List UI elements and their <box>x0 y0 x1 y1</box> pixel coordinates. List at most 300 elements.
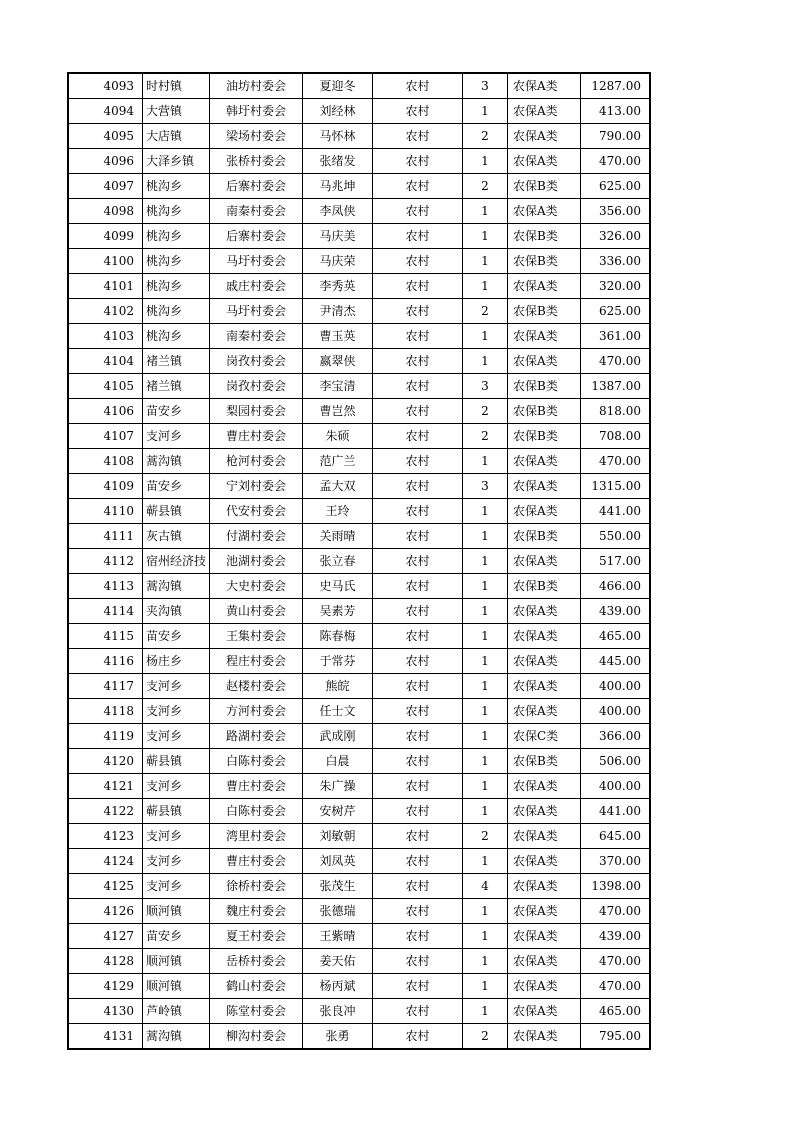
cell-township: 杨庄乡 <box>143 649 210 674</box>
cell-amount: 818.00 <box>581 399 651 424</box>
table-row <box>68 1024 650 1050</box>
table-row <box>68 799 650 824</box>
cell-village-committee: 岳桥村委会 <box>210 949 303 974</box>
table-row <box>68 424 650 449</box>
cell-township: 顺河镇 <box>143 949 210 974</box>
cell-township: 蕲县镇 <box>143 499 210 524</box>
cell-amount: 1315.00 <box>581 474 651 499</box>
cell-township: 芦岭镇 <box>143 999 210 1024</box>
cell-village-committee: 韩圩村委会 <box>210 99 303 124</box>
table-row <box>68 824 650 849</box>
cell-household-type: 农村 <box>373 73 463 99</box>
cell-insurance-category: 农保B类 <box>508 399 581 424</box>
cell-household-type: 农村 <box>373 99 463 124</box>
cell-amount: 470.00 <box>581 349 651 374</box>
cell-insurance-category: 农保B类 <box>508 249 581 274</box>
cell-member-count: 2 <box>463 824 508 849</box>
table-row <box>68 349 650 374</box>
cell-amount: 439.00 <box>581 599 651 624</box>
cell-insurance-category: 农保A类 <box>508 99 581 124</box>
table-row <box>68 699 650 724</box>
cell-household-type: 农村 <box>373 624 463 649</box>
cell-insurance-category: 农保A类 <box>508 699 581 724</box>
cell-village-committee: 王集村委会 <box>210 624 303 649</box>
cell-household-type: 农村 <box>373 674 463 699</box>
cell-insurance-category: 农保A类 <box>508 849 581 874</box>
cell-member-count: 1 <box>463 499 508 524</box>
cell-village-committee: 白陈村委会 <box>210 749 303 774</box>
cell-amount: 645.00 <box>581 824 651 849</box>
cell-person-name: 孟大双 <box>303 474 373 499</box>
cell-member-count: 1 <box>463 324 508 349</box>
cell-village-committee: 宁刘村委会 <box>210 474 303 499</box>
cell-record-id: 4102 <box>68 299 143 324</box>
table-row <box>68 224 650 249</box>
cell-household-type: 农村 <box>373 999 463 1024</box>
cell-person-name: 朱硕 <box>303 424 373 449</box>
cell-township: 蒿沟镇 <box>143 574 210 599</box>
cell-amount: 708.00 <box>581 424 651 449</box>
cell-village-committee: 曹庄村委会 <box>210 774 303 799</box>
cell-village-committee: 徐桥村委会 <box>210 874 303 899</box>
cell-township: 支河乡 <box>143 849 210 874</box>
cell-household-type: 农村 <box>373 799 463 824</box>
cell-township: 蒿沟镇 <box>143 449 210 474</box>
cell-amount: 550.00 <box>581 524 651 549</box>
table-row <box>68 174 650 199</box>
cell-person-name: 马庆美 <box>303 224 373 249</box>
table-row <box>68 899 650 924</box>
cell-record-id: 4129 <box>68 974 143 999</box>
cell-person-name: 熊皖 <box>303 674 373 699</box>
table-row <box>68 849 650 874</box>
cell-township: 苗安乡 <box>143 474 210 499</box>
cell-village-committee: 梁场村委会 <box>210 124 303 149</box>
cell-insurance-category: 农保A类 <box>508 999 581 1024</box>
cell-person-name: 杨丙斌 <box>303 974 373 999</box>
cell-member-count: 1 <box>463 949 508 974</box>
cell-person-name: 张绪发 <box>303 149 373 174</box>
cell-village-committee: 陈堂村委会 <box>210 999 303 1024</box>
cell-record-id: 4130 <box>68 999 143 1024</box>
cell-member-count: 1 <box>463 649 508 674</box>
cell-record-id: 4094 <box>68 99 143 124</box>
cell-insurance-category: 农保B类 <box>508 299 581 324</box>
cell-township: 蕲县镇 <box>143 799 210 824</box>
cell-township: 苗安乡 <box>143 924 210 949</box>
cell-record-id: 4113 <box>68 574 143 599</box>
cell-amount: 441.00 <box>581 799 651 824</box>
table-row <box>68 374 650 399</box>
cell-amount: 470.00 <box>581 149 651 174</box>
cell-record-id: 4127 <box>68 924 143 949</box>
cell-township: 支河乡 <box>143 724 210 749</box>
cell-person-name: 王玲 <box>303 499 373 524</box>
cell-village-committee: 方河村委会 <box>210 699 303 724</box>
cell-household-type: 农村 <box>373 274 463 299</box>
table-row <box>68 574 650 599</box>
cell-township: 支河乡 <box>143 424 210 449</box>
cell-insurance-category: 农保B类 <box>508 374 581 399</box>
cell-person-name: 张良冲 <box>303 999 373 1024</box>
table-row <box>68 73 650 99</box>
cell-record-id: 4115 <box>68 624 143 649</box>
cell-person-name: 朱广操 <box>303 774 373 799</box>
cell-record-id: 4116 <box>68 649 143 674</box>
cell-village-committee: 梨园村委会 <box>210 399 303 424</box>
cell-member-count: 1 <box>463 724 508 749</box>
cell-township: 蕲县镇 <box>143 749 210 774</box>
cell-record-id: 4107 <box>68 424 143 449</box>
cell-person-name: 关雨晴 <box>303 524 373 549</box>
table-row <box>68 474 650 499</box>
cell-record-id: 4100 <box>68 249 143 274</box>
cell-record-id: 4120 <box>68 749 143 774</box>
records-table-body <box>68 73 650 1049</box>
cell-record-id: 4125 <box>68 874 143 899</box>
cell-township: 支河乡 <box>143 824 210 849</box>
cell-insurance-category: 农保A类 <box>508 274 581 299</box>
table-row <box>68 874 650 899</box>
cell-member-count: 3 <box>463 374 508 399</box>
cell-amount: 1387.00 <box>581 374 651 399</box>
cell-person-name: 武成刚 <box>303 724 373 749</box>
cell-member-count: 2 <box>463 399 508 424</box>
cell-township: 苗安乡 <box>143 624 210 649</box>
cell-record-id: 4112 <box>68 549 143 574</box>
cell-village-committee: 岗孜村委会 <box>210 374 303 399</box>
cell-amount: 517.00 <box>581 549 651 574</box>
cell-member-count: 1 <box>463 924 508 949</box>
cell-amount: 625.00 <box>581 174 651 199</box>
table-row <box>68 149 650 174</box>
cell-township: 桃沟乡 <box>143 224 210 249</box>
cell-township: 时村镇 <box>143 73 210 99</box>
cell-household-type: 农村 <box>373 899 463 924</box>
cell-household-type: 农村 <box>373 524 463 549</box>
cell-member-count: 1 <box>463 549 508 574</box>
cell-village-committee: 南秦村委会 <box>210 324 303 349</box>
cell-person-name: 刘凤英 <box>303 849 373 874</box>
cell-township: 宿州经济技 <box>143 549 210 574</box>
cell-household-type: 农村 <box>373 574 463 599</box>
cell-person-name: 尹清杰 <box>303 299 373 324</box>
cell-village-committee: 枪河村委会 <box>210 449 303 474</box>
cell-household-type: 农村 <box>373 599 463 624</box>
cell-person-name: 马怀林 <box>303 124 373 149</box>
cell-record-id: 4099 <box>68 224 143 249</box>
cell-township: 褚兰镇 <box>143 349 210 374</box>
cell-township: 灰古镇 <box>143 524 210 549</box>
cell-amount: 795.00 <box>581 1024 651 1050</box>
cell-record-id: 4108 <box>68 449 143 474</box>
cell-person-name: 姜天佑 <box>303 949 373 974</box>
table-row <box>68 124 650 149</box>
cell-amount: 439.00 <box>581 924 651 949</box>
cell-insurance-category: 农保A类 <box>508 649 581 674</box>
cell-member-count: 1 <box>463 524 508 549</box>
cell-village-committee: 湾里村委会 <box>210 824 303 849</box>
cell-amount: 320.00 <box>581 274 651 299</box>
cell-insurance-category: 农保A类 <box>508 324 581 349</box>
table-row <box>68 249 650 274</box>
cell-record-id: 4093 <box>68 73 143 99</box>
cell-member-count: 1 <box>463 249 508 274</box>
cell-household-type: 农村 <box>373 124 463 149</box>
cell-insurance-category: 农保A类 <box>508 599 581 624</box>
table-row <box>68 924 650 949</box>
cell-household-type: 农村 <box>373 349 463 374</box>
cell-amount: 790.00 <box>581 124 651 149</box>
cell-village-committee: 路湖村委会 <box>210 724 303 749</box>
cell-insurance-category: 农保A类 <box>508 474 581 499</box>
cell-household-type: 农村 <box>373 1024 463 1050</box>
cell-member-count: 1 <box>463 799 508 824</box>
cell-amount: 445.00 <box>581 649 651 674</box>
cell-record-id: 4096 <box>68 149 143 174</box>
cell-household-type: 农村 <box>373 824 463 849</box>
cell-record-id: 4106 <box>68 399 143 424</box>
cell-village-committee: 后寨村委会 <box>210 174 303 199</box>
cell-member-count: 1 <box>463 699 508 724</box>
cell-amount: 366.00 <box>581 724 651 749</box>
cell-person-name: 史马氏 <box>303 574 373 599</box>
cell-village-committee: 魏庄村委会 <box>210 899 303 924</box>
cell-amount: 1287.00 <box>581 73 651 99</box>
cell-insurance-category: 农保A类 <box>508 1024 581 1050</box>
cell-record-id: 4104 <box>68 349 143 374</box>
cell-insurance-category: 农保B类 <box>508 424 581 449</box>
cell-household-type: 农村 <box>373 499 463 524</box>
cell-household-type: 农村 <box>373 649 463 674</box>
cell-township: 桃沟乡 <box>143 174 210 199</box>
cell-person-name: 张德瑞 <box>303 899 373 924</box>
cell-record-id: 4097 <box>68 174 143 199</box>
cell-record-id: 4110 <box>68 499 143 524</box>
cell-record-id: 4098 <box>68 199 143 224</box>
cell-person-name: 夏迎冬 <box>303 73 373 99</box>
cell-record-id: 4095 <box>68 124 143 149</box>
cell-record-id: 4124 <box>68 849 143 874</box>
cell-person-name: 张立春 <box>303 549 373 574</box>
cell-village-committee: 夏王村委会 <box>210 924 303 949</box>
table-row <box>68 949 650 974</box>
table-row <box>68 524 650 549</box>
cell-insurance-category: 农保A类 <box>508 824 581 849</box>
cell-insurance-category: 农保B类 <box>508 224 581 249</box>
cell-amount: 413.00 <box>581 99 651 124</box>
cell-township: 桃沟乡 <box>143 299 210 324</box>
cell-member-count: 1 <box>463 849 508 874</box>
table-row <box>68 774 650 799</box>
cell-household-type: 农村 <box>373 749 463 774</box>
cell-village-committee: 程庄村委会 <box>210 649 303 674</box>
cell-township: 支河乡 <box>143 774 210 799</box>
cell-record-id: 4128 <box>68 949 143 974</box>
cell-person-name: 范广兰 <box>303 449 373 474</box>
cell-amount: 361.00 <box>581 324 651 349</box>
cell-household-type: 农村 <box>373 399 463 424</box>
cell-household-type: 农村 <box>373 149 463 174</box>
cell-member-count: 1 <box>463 674 508 699</box>
cell-insurance-category: 农保B类 <box>508 174 581 199</box>
table-row <box>68 999 650 1024</box>
cell-insurance-category: 农保A类 <box>508 899 581 924</box>
cell-village-committee: 白陈村委会 <box>210 799 303 824</box>
cell-township: 桃沟乡 <box>143 199 210 224</box>
cell-household-type: 农村 <box>373 249 463 274</box>
cell-member-count: 1 <box>463 224 508 249</box>
cell-person-name: 任士文 <box>303 699 373 724</box>
cell-household-type: 农村 <box>373 874 463 899</box>
cell-insurance-category: 农保B类 <box>508 749 581 774</box>
table-row <box>68 724 650 749</box>
cell-amount: 470.00 <box>581 949 651 974</box>
cell-township: 桃沟乡 <box>143 249 210 274</box>
cell-person-name: 马兆坤 <box>303 174 373 199</box>
table-row <box>68 674 650 699</box>
cell-member-count: 1 <box>463 99 508 124</box>
cell-record-id: 4111 <box>68 524 143 549</box>
cell-amount: 326.00 <box>581 224 651 249</box>
cell-village-committee: 后寨村委会 <box>210 224 303 249</box>
cell-village-committee: 大史村委会 <box>210 574 303 599</box>
cell-amount: 400.00 <box>581 774 651 799</box>
cell-amount: 356.00 <box>581 199 651 224</box>
cell-record-id: 4105 <box>68 374 143 399</box>
cell-person-name: 于常芬 <box>303 649 373 674</box>
table-row <box>68 449 650 474</box>
cell-member-count: 3 <box>463 73 508 99</box>
cell-insurance-category: 农保A类 <box>508 874 581 899</box>
cell-person-name: 吴素芳 <box>303 599 373 624</box>
cell-member-count: 1 <box>463 999 508 1024</box>
cell-amount: 400.00 <box>581 699 651 724</box>
cell-amount: 466.00 <box>581 574 651 599</box>
cell-insurance-category: 农保B类 <box>508 524 581 549</box>
cell-person-name: 王紫晴 <box>303 924 373 949</box>
cell-amount: 400.00 <box>581 674 651 699</box>
table-row <box>68 624 650 649</box>
cell-member-count: 1 <box>463 624 508 649</box>
cell-township: 大营镇 <box>143 99 210 124</box>
cell-amount: 465.00 <box>581 624 651 649</box>
cell-village-committee: 戚庄村委会 <box>210 274 303 299</box>
cell-insurance-category: 农保B类 <box>508 574 581 599</box>
cell-household-type: 农村 <box>373 849 463 874</box>
cell-member-count: 1 <box>463 899 508 924</box>
cell-insurance-category: 农保A类 <box>508 974 581 999</box>
cell-member-count: 2 <box>463 299 508 324</box>
cell-person-name: 刘经林 <box>303 99 373 124</box>
cell-amount: 506.00 <box>581 749 651 774</box>
cell-village-committee: 黄山村委会 <box>210 599 303 624</box>
table-row <box>68 549 650 574</box>
cell-record-id: 4118 <box>68 699 143 724</box>
table-row <box>68 99 650 124</box>
cell-member-count: 1 <box>463 199 508 224</box>
cell-household-type: 农村 <box>373 374 463 399</box>
cell-amount: 470.00 <box>581 899 651 924</box>
cell-insurance-category: 农保A类 <box>508 199 581 224</box>
cell-insurance-category: 农保C类 <box>508 724 581 749</box>
cell-village-committee: 张桥村委会 <box>210 149 303 174</box>
cell-insurance-category: 农保A类 <box>508 674 581 699</box>
table-row <box>68 749 650 774</box>
cell-village-committee: 油坊村委会 <box>210 73 303 99</box>
cell-insurance-category: 农保A类 <box>508 149 581 174</box>
cell-member-count: 1 <box>463 574 508 599</box>
cell-household-type: 农村 <box>373 924 463 949</box>
cell-village-committee: 岗孜村委会 <box>210 349 303 374</box>
cell-insurance-category: 农保A类 <box>508 124 581 149</box>
cell-amount: 470.00 <box>581 974 651 999</box>
cell-household-type: 农村 <box>373 724 463 749</box>
cell-insurance-category: 农保A类 <box>508 73 581 99</box>
cell-person-name: 陈春梅 <box>303 624 373 649</box>
cell-insurance-category: 农保A类 <box>508 799 581 824</box>
cell-person-name: 李凤侠 <box>303 199 373 224</box>
cell-household-type: 农村 <box>373 974 463 999</box>
cell-household-type: 农村 <box>373 549 463 574</box>
cell-member-count: 1 <box>463 749 508 774</box>
cell-village-committee: 马圩村委会 <box>210 299 303 324</box>
cell-household-type: 农村 <box>373 324 463 349</box>
cell-insurance-category: 农保A类 <box>508 449 581 474</box>
cell-member-count: 2 <box>463 124 508 149</box>
cell-person-name: 嬴翠侠 <box>303 349 373 374</box>
table-row <box>68 974 650 999</box>
cell-record-id: 4109 <box>68 474 143 499</box>
cell-person-name: 张勇 <box>303 1024 373 1050</box>
cell-member-count: 1 <box>463 449 508 474</box>
cell-household-type: 农村 <box>373 199 463 224</box>
cell-member-count: 3 <box>463 474 508 499</box>
cell-township: 支河乡 <box>143 674 210 699</box>
cell-household-type: 农村 <box>373 424 463 449</box>
cell-insurance-category: 农保A类 <box>508 924 581 949</box>
cell-member-count: 1 <box>463 274 508 299</box>
cell-household-type: 农村 <box>373 224 463 249</box>
table-row <box>68 199 650 224</box>
table-row <box>68 649 650 674</box>
cell-amount: 370.00 <box>581 849 651 874</box>
table-row <box>68 399 650 424</box>
cell-member-count: 1 <box>463 774 508 799</box>
cell-record-id: 4119 <box>68 724 143 749</box>
cell-household-type: 农村 <box>373 774 463 799</box>
cell-village-committee: 池湖村委会 <box>210 549 303 574</box>
cell-person-name: 曹玉英 <box>303 324 373 349</box>
cell-record-id: 4121 <box>68 774 143 799</box>
records-table <box>67 72 651 1050</box>
cell-amount: 336.00 <box>581 249 651 274</box>
cell-record-id: 4103 <box>68 324 143 349</box>
cell-insurance-category: 农保A类 <box>508 774 581 799</box>
cell-township: 褚兰镇 <box>143 374 210 399</box>
cell-insurance-category: 农保A类 <box>508 549 581 574</box>
cell-person-name: 白晨 <box>303 749 373 774</box>
cell-amount: 470.00 <box>581 449 651 474</box>
cell-village-committee: 南秦村委会 <box>210 199 303 224</box>
cell-person-name: 马庆荣 <box>303 249 373 274</box>
cell-insurance-category: 农保A类 <box>508 949 581 974</box>
cell-household-type: 农村 <box>373 299 463 324</box>
cell-village-committee: 马圩村委会 <box>210 249 303 274</box>
cell-township: 支河乡 <box>143 699 210 724</box>
cell-village-committee: 曹庄村委会 <box>210 424 303 449</box>
cell-member-count: 2 <box>463 424 508 449</box>
